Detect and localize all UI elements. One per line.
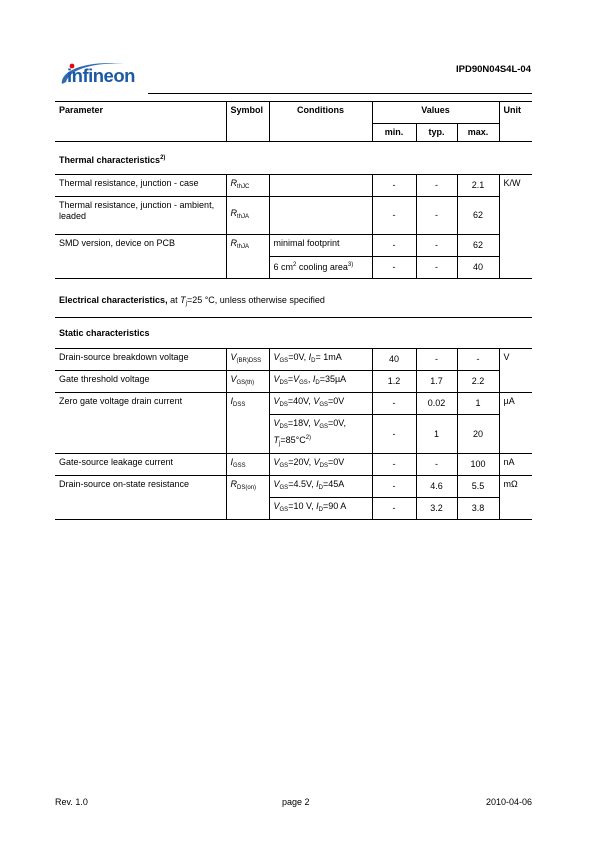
min-cell: - bbox=[372, 235, 416, 257]
max-cell: 1 bbox=[457, 393, 499, 415]
param-cell: SMD version, device on PCB bbox=[55, 235, 226, 279]
typ-cell: - bbox=[416, 175, 457, 197]
typ-cell: 0.02 bbox=[416, 393, 457, 415]
unit-cell: V bbox=[499, 349, 532, 393]
section-electrical bbox=[55, 279, 532, 318]
symbol-cell: $V_{GS(th)}$ bbox=[226, 371, 269, 393]
conditions-cell: $V_{DS}=18V$, $V_{GS}=0V$, $T_j=85^\circ C^{2)}$ bbox=[269, 415, 372, 454]
header-divider bbox=[148, 93, 532, 94]
typ-cell: - bbox=[416, 235, 457, 257]
section-title: Electrical characteristics, at $T_j=25$ °C, unless otherwise specified bbox=[59, 295, 325, 307]
infineon-logo bbox=[58, 58, 144, 94]
conditions-cell: minimal footprint bbox=[269, 235, 372, 257]
min-cell: - bbox=[372, 393, 416, 415]
conditions-cell: 6 $cm^2$ cooling area$^{3)}$ bbox=[269, 257, 372, 279]
conditions-cell: $V_{GS}=4.5V$, $I_D=45A$ bbox=[269, 476, 372, 498]
max-cell: - bbox=[457, 349, 499, 371]
max-cell: 40 bbox=[457, 257, 499, 279]
table-row bbox=[55, 349, 532, 371]
col-symbol: Symbol bbox=[226, 102, 269, 142]
typ-cell: - bbox=[416, 257, 457, 279]
conditions-cell: $V_{GS}=10$ V, $I_D=90$ A bbox=[269, 498, 372, 520]
part-number: IPD90N04S4L-04 bbox=[456, 64, 531, 75]
typ-cell: 3.2 bbox=[416, 498, 457, 520]
table-row bbox=[55, 235, 532, 257]
max-cell: 100 bbox=[457, 454, 499, 476]
symbol-cell: $I_{GSS}$ bbox=[226, 454, 269, 476]
param-cell: Drain-source breakdown voltage bbox=[59, 352, 189, 362]
section-title: Static characteristics bbox=[59, 328, 150, 338]
col-unit: Unit bbox=[499, 102, 532, 142]
section-static bbox=[55, 318, 532, 349]
unit-cell: K/W bbox=[499, 175, 532, 279]
section-title: Thermal characteristics$^{2)}$ bbox=[59, 155, 166, 165]
min-cell: 1.2 bbox=[372, 371, 416, 393]
min-cell: - bbox=[372, 257, 416, 279]
min-cell: - bbox=[372, 498, 416, 520]
symbol-cell: $R_{DS(on)}$ bbox=[226, 476, 269, 520]
max-cell: 2.2 bbox=[457, 371, 499, 393]
unit-cell: nA bbox=[499, 454, 532, 476]
max-cell: 5.5 bbox=[457, 476, 499, 498]
revision-label: Rev. 1.0 bbox=[55, 797, 88, 807]
typ-cell: - bbox=[416, 349, 457, 371]
symbol-cell: $R_{thJC}$ bbox=[226, 175, 269, 197]
symbol-cell: $I_{DSS}$ bbox=[226, 393, 269, 454]
min-cell: - bbox=[372, 175, 416, 197]
param-cell: Zero gate voltage drain current bbox=[55, 393, 226, 454]
table-header-row bbox=[55, 102, 532, 124]
logo-text: infineon bbox=[67, 65, 135, 86]
symbol-cell: $V_{(BR)DSS}$ bbox=[226, 349, 269, 371]
page-number: page 2 bbox=[282, 797, 310, 807]
conditions-cell bbox=[269, 175, 372, 197]
param-cell: Drain-source on-state resistance bbox=[55, 476, 226, 520]
col-min: min. bbox=[372, 124, 416, 142]
param-cell: Thermal resistance, junction - ambient, leaded bbox=[59, 200, 215, 221]
typ-cell: 1 bbox=[416, 415, 457, 454]
table-row bbox=[55, 393, 532, 415]
spec-table bbox=[55, 101, 532, 520]
table-row bbox=[55, 175, 532, 197]
unit-cell: µA bbox=[499, 393, 532, 454]
min-cell: - bbox=[372, 476, 416, 498]
max-cell: 62 bbox=[457, 235, 499, 257]
param-cell: Thermal resistance, junction - case bbox=[59, 178, 199, 188]
col-max: max. bbox=[457, 124, 499, 142]
min-cell: - bbox=[372, 197, 416, 235]
typ-cell: 4.6 bbox=[416, 476, 457, 498]
typ-cell: 1.7 bbox=[416, 371, 457, 393]
conditions-cell: $V_{DS}=40V$, $V_{GS}=0V$ bbox=[269, 393, 372, 415]
col-parameter: Parameter bbox=[59, 105, 104, 115]
max-cell: 62 bbox=[457, 197, 499, 235]
table-row bbox=[55, 454, 532, 476]
document-date: 2010-04-06 bbox=[485, 797, 532, 807]
symbol-cell: $R_{thJA}$ bbox=[226, 235, 269, 279]
conditions-cell: $V_{GS}=0V$, $I_D= 1mA$ bbox=[269, 349, 372, 371]
max-cell: 20 bbox=[457, 415, 499, 454]
table-row bbox=[55, 197, 532, 235]
symbol-cell: $R_{thJA}$ bbox=[226, 197, 269, 235]
section-thermal bbox=[55, 142, 532, 175]
conditions-cell bbox=[269, 197, 372, 235]
col-typ: typ. bbox=[416, 124, 457, 142]
conditions-cell: $V_{DS}=V_{GS}$, $I_D=35\mu A$ bbox=[269, 371, 372, 393]
unit-cell: mΩ bbox=[499, 476, 532, 520]
table-row bbox=[55, 371, 532, 393]
col-values: Values bbox=[372, 102, 499, 124]
col-conditions: Conditions bbox=[269, 102, 372, 142]
table-row bbox=[55, 476, 532, 498]
param-cell: Gate threshold voltage bbox=[59, 374, 150, 384]
max-cell: 3.8 bbox=[457, 498, 499, 520]
param-cell: Gate-source leakage current bbox=[59, 457, 174, 467]
max-cell: 2.1 bbox=[457, 175, 499, 197]
typ-cell: - bbox=[416, 454, 457, 476]
min-cell: - bbox=[372, 415, 416, 454]
typ-cell: - bbox=[416, 197, 457, 235]
conditions-cell: $V_{GS}=20V$, $V_{DS}=0V$ bbox=[269, 454, 372, 476]
min-cell: 40 bbox=[372, 349, 416, 371]
min-cell: - bbox=[372, 454, 416, 476]
